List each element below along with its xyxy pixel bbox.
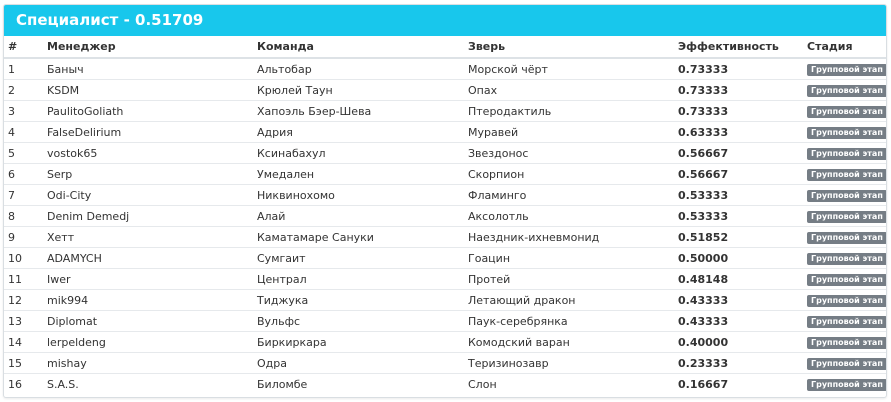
cell-beast: Птеродактиль [464, 101, 674, 122]
cell-team: Крюлей Таун [253, 80, 464, 101]
cell-manager: Denim Demedj [43, 206, 253, 227]
cell-team: Тиджука [253, 290, 464, 311]
cell-efficiency: 0.73333 [674, 101, 803, 122]
cell-stage [803, 290, 887, 311]
cell-efficiency: 0.56667 [674, 143, 803, 164]
cell-beast: Теризинозавр [464, 353, 674, 374]
cell-stage [803, 80, 887, 101]
cell-num: 12 [4, 290, 43, 311]
ratings-table [4, 36, 887, 394]
cell-team: Вульфс [253, 311, 464, 332]
cell-team: Централ [253, 269, 464, 290]
cell-stage [803, 374, 887, 395]
cell-manager: FalseDelirium [43, 122, 253, 143]
cell-stage [803, 58, 887, 80]
cell-manager: Iwer [43, 269, 253, 290]
cell-stage [803, 164, 887, 185]
cell-manager: Diplomat [43, 311, 253, 332]
cell-num: 10 [4, 248, 43, 269]
cell-efficiency: 0.50000 [674, 248, 803, 269]
cell-num: 11 [4, 269, 43, 290]
cell-team: Хапоэль Бэер-Шева [253, 101, 464, 122]
cell-efficiency: 0.63333 [674, 122, 803, 143]
table-row[interactable] [4, 353, 887, 374]
cell-efficiency: 0.43333 [674, 311, 803, 332]
cell-manager: PaulitoGoliath [43, 101, 253, 122]
table-row[interactable] [4, 164, 887, 185]
cell-stage [803, 227, 887, 248]
stage-badge: Групповой этап [807, 337, 887, 349]
table-row[interactable] [4, 80, 887, 101]
cell-num: 9 [4, 227, 43, 248]
table-row[interactable] [4, 269, 887, 290]
stage-badge: Групповой этап [807, 85, 887, 97]
stage-badge: Групповой этап [807, 232, 887, 244]
stage-badge: Групповой этап [807, 358, 887, 370]
cell-team: Умедален [253, 164, 464, 185]
stage-badge: Групповой этап [807, 295, 887, 307]
table-row[interactable] [4, 185, 887, 206]
cell-team: Каматамаре Сануки [253, 227, 464, 248]
cell-team: Алай [253, 206, 464, 227]
cell-num: 8 [4, 206, 43, 227]
table-row[interactable] [4, 122, 887, 143]
cell-num: 6 [4, 164, 43, 185]
cell-beast: Скорпион [464, 164, 674, 185]
cell-beast: Муравей [464, 122, 674, 143]
cell-manager: KSDM [43, 80, 253, 101]
cell-num: 2 [4, 80, 43, 101]
cell-manager: lerpeldeng [43, 332, 253, 353]
cell-beast: Морской чёрт [468, 62, 548, 76]
cell-stage [803, 248, 887, 269]
cell-num: 14 [4, 332, 43, 353]
stage-badge: Групповой этап [807, 211, 887, 223]
stage-badge: Групповой этап [807, 253, 887, 265]
cell-efficiency: 0.23333 [674, 353, 803, 374]
cell-stage [803, 311, 887, 332]
cell-num: 7 [4, 185, 43, 206]
cell-stage [803, 353, 887, 374]
cell-beast: Аксолотль [464, 206, 674, 227]
cell-efficiency: 0.73333 [678, 62, 729, 76]
cell-beast: Комодский варан [464, 332, 674, 353]
cell-efficiency: 0.48148 [674, 269, 803, 290]
cell-team: Ксинабахул [253, 143, 464, 164]
cell-efficiency: 0.51852 [674, 227, 803, 248]
table-row[interactable] [4, 143, 887, 164]
cell-efficiency: 0.53333 [674, 206, 803, 227]
cell-stage [803, 101, 887, 122]
cell-team: Биломбе [253, 374, 464, 395]
table-row[interactable] [4, 311, 887, 332]
cell-efficiency: 0.16667 [674, 374, 803, 395]
table-row[interactable] [4, 290, 887, 311]
column-header-beast[interactable]: Зверь [464, 36, 674, 58]
cell-team: Адрия [253, 122, 464, 143]
cell-beast: Наездник-ихневмонид [464, 227, 674, 248]
cell-num: 3 [4, 101, 43, 122]
cell-num: 15 [4, 353, 43, 374]
column-header-manager[interactable]: Менеджер [43, 36, 253, 58]
panel-title: Специалист - 0.51709 [4, 5, 886, 36]
cell-num: 4 [4, 122, 43, 143]
cell-manager: Баныч [47, 62, 84, 76]
table-header-row [4, 36, 887, 58]
cell-team: Никвинохомо [253, 185, 464, 206]
stage-badge: Групповой этап [807, 148, 887, 160]
stage-badge: Групповой этап [807, 106, 887, 118]
table-row[interactable] [4, 206, 887, 227]
cell-team: Одра [253, 353, 464, 374]
cell-beast: Опах [464, 80, 674, 101]
stage-badge: Групповой этап [807, 379, 887, 391]
stage-badge: Групповой этап [807, 127, 887, 139]
cell-beast: Звездонос [464, 143, 674, 164]
column-header-team[interactable]: Команда [253, 36, 464, 58]
cell-efficiency: 0.40000 [674, 332, 803, 353]
specialist-panel [3, 4, 887, 398]
column-header-efficiency[interactable]: Эффективность [674, 36, 803, 58]
stage-badge: Групповой этап [807, 274, 887, 286]
cell-beast: Летающий дракон [464, 290, 674, 311]
cell-num: 5 [4, 143, 43, 164]
cell-num: 1 [8, 62, 15, 76]
cell-stage [803, 185, 887, 206]
cell-team: Сумгаит [253, 248, 464, 269]
cell-beast: Фламинго [464, 185, 674, 206]
column-header-stage[interactable]: Стадия [803, 36, 887, 58]
table-body [4, 58, 887, 394]
cell-team: Биркиркара [253, 332, 464, 353]
cell-beast: Гоацин [464, 248, 674, 269]
stage-badge: Групповой этап [807, 169, 887, 181]
cell-manager: S.A.S. [43, 374, 253, 395]
cell-stage [803, 206, 887, 227]
cell-efficiency: 0.73333 [674, 80, 803, 101]
table-row[interactable] [4, 332, 887, 353]
cell-num: 16 [4, 374, 43, 395]
cell-beast: Слон [464, 374, 674, 395]
table-row[interactable] [4, 101, 887, 122]
cell-stage [803, 122, 887, 143]
cell-num: 13 [4, 311, 43, 332]
cell-manager: ADAMYCH [43, 248, 253, 269]
cell-manager: Хетт [43, 227, 253, 248]
table-row[interactable] [4, 248, 887, 269]
cell-manager: vostok65 [43, 143, 253, 164]
cell-stage [803, 332, 887, 353]
stage-badge: Групповой этап [807, 64, 887, 76]
cell-efficiency: 0.43333 [674, 290, 803, 311]
cell-efficiency: 0.56667 [674, 164, 803, 185]
cell-manager: Serp [43, 164, 253, 185]
table-row[interactable] [4, 227, 887, 248]
cell-beast: Протей [464, 269, 674, 290]
cell-manager: Odi-City [43, 185, 253, 206]
cell-manager: mishay [43, 353, 253, 374]
cell-team: Альтобар [257, 62, 312, 76]
column-header-num[interactable]: # [4, 36, 43, 58]
cell-stage [803, 143, 887, 164]
table-row[interactable] [4, 58, 887, 80]
cell-efficiency: 0.53333 [674, 185, 803, 206]
cell-beast: Паук-серебрянка [464, 311, 674, 332]
cell-manager: mik994 [43, 290, 253, 311]
stage-badge: Групповой этап [807, 316, 887, 328]
cell-stage [803, 269, 887, 290]
stage-badge: Групповой этап [807, 190, 887, 202]
table-row[interactable] [4, 374, 887, 395]
